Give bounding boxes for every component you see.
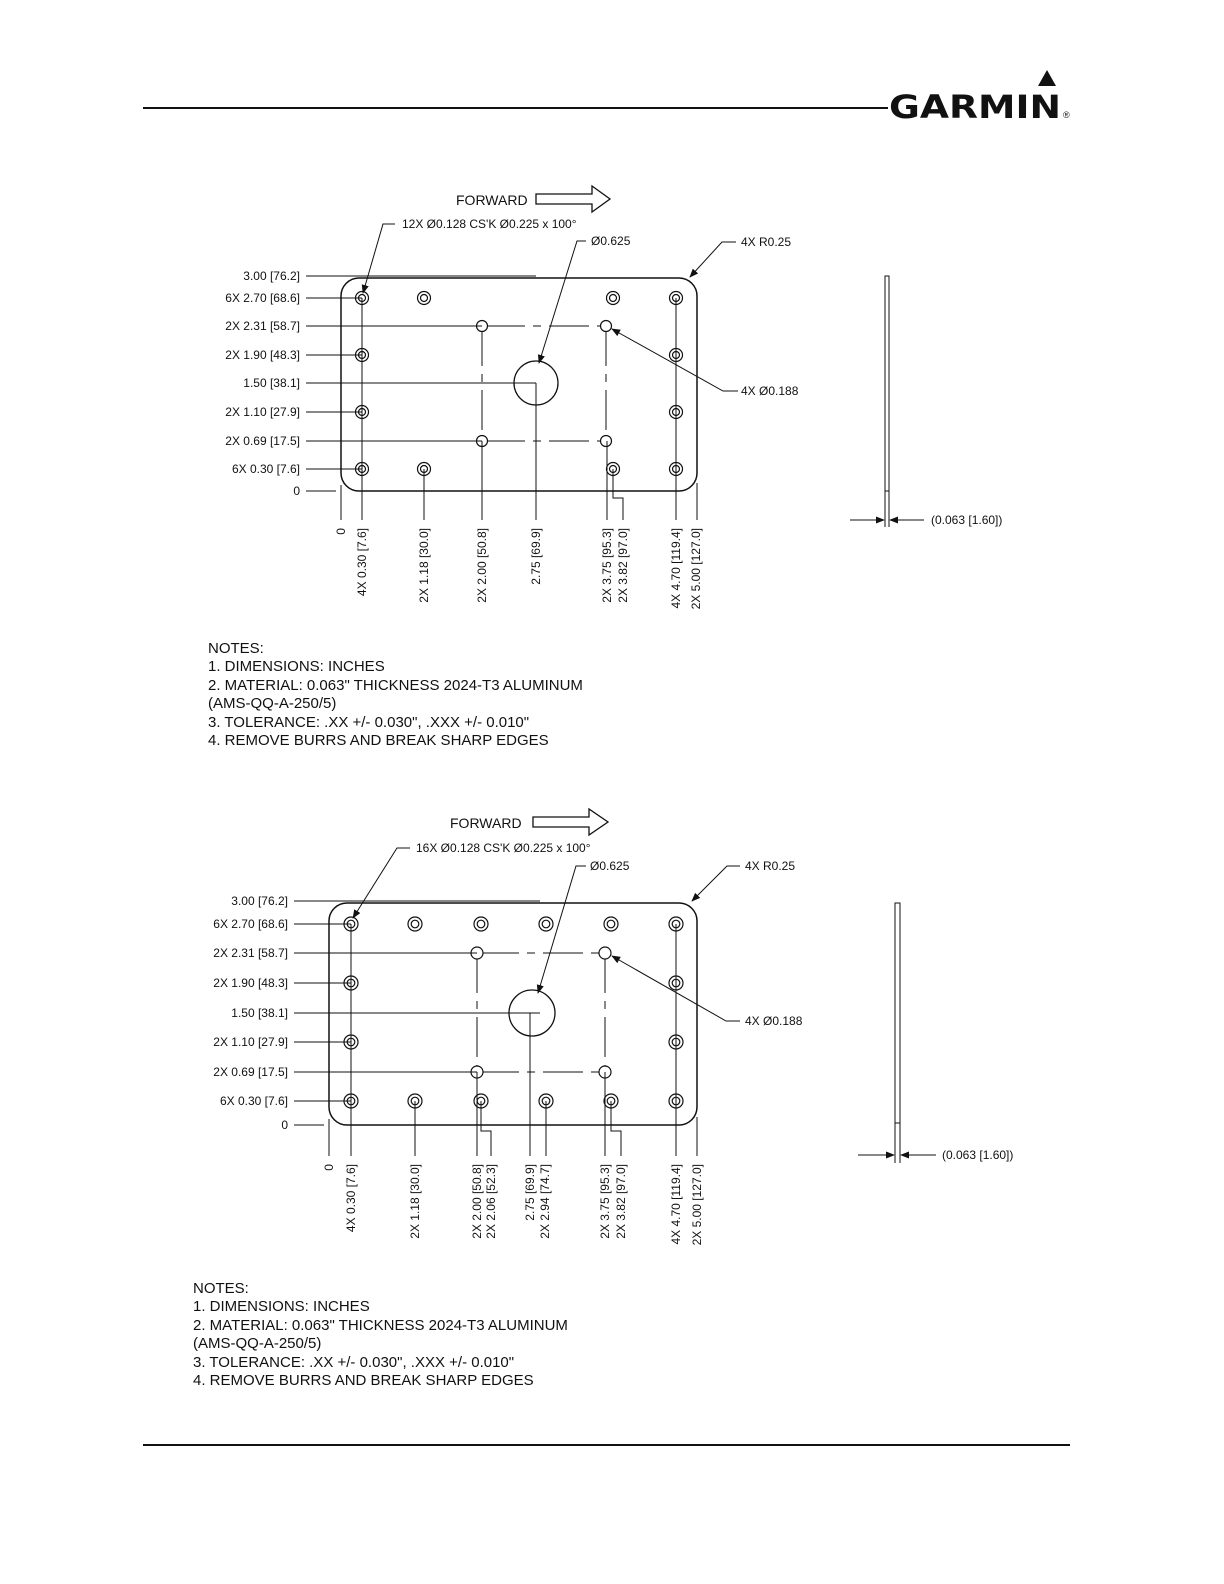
y-dim-label: 2X 2.31 [58.7]: [213, 946, 288, 960]
x-dim-label: 2.75 [69.9]: [529, 528, 543, 585]
center-hole-callout: Ø0.625: [591, 234, 631, 248]
x-dim-label: 2X 1.18 [30.0]: [417, 528, 431, 603]
forward-arrow-icon: [533, 809, 608, 835]
csk-hole: [604, 917, 618, 931]
x-dim-label: 2X 3.75 [95.3]: [598, 1164, 612, 1239]
plate-outline: [329, 903, 697, 1125]
csk-hole: [418, 292, 431, 305]
note-line: 3. TOLERANCE: .XX +/- 0.030", .XXX +/- 0.010": [193, 1353, 515, 1371]
x-dim-label: 2.75 [69.9]: [523, 1164, 537, 1221]
x-dim-label: 0: [334, 528, 348, 535]
radius-leader: [692, 866, 740, 901]
garmin-logo: [889, 70, 1070, 126]
y-dim-label: 6X 2.70 [68.6]: [225, 291, 300, 305]
thickness-callout: (0.063 [1.60]): [931, 513, 1003, 527]
csk-callout: 12X Ø0.128 CS'K Ø0.225 x 100°: [402, 217, 577, 231]
note-line: 2. MATERIAL: 0.063" THICKNESS 2024-T3 ALUMINUM: [193, 1316, 568, 1334]
y-dim-label: 2X 1.10 [27.9]: [213, 1035, 288, 1049]
csk-leader: [363, 224, 395, 293]
y-dim-label: 0: [281, 1118, 288, 1132]
forward-label: FORWARD: [450, 815, 522, 831]
csk-leader: [353, 848, 410, 918]
y-dimension-labels: [213, 894, 288, 1132]
x-dim-label: 2X 2.06 [52.3]: [484, 1164, 498, 1239]
small-hole: [601, 321, 612, 332]
x-dim-label: 2X 5.00 [127.0]: [690, 1164, 704, 1246]
plate-outline: [341, 278, 697, 491]
y-dim-label: 2X 2.31 [58.7]: [225, 319, 300, 333]
forward-arrow-icon: [536, 186, 610, 212]
radius-leader: [690, 242, 736, 277]
note-line: 3. TOLERANCE: .XX +/- 0.030", .XXX +/- 0.010": [208, 713, 530, 731]
small-hole-callout: 4X Ø0.188: [745, 1014, 803, 1028]
center-hole-leader: [539, 241, 586, 363]
y-dim-label: 2X 0.69 [17.5]: [213, 1065, 288, 1079]
x-dim-label: 4X 0.30 [7.6]: [355, 528, 369, 597]
small-hole-callout: 4X Ø0.188: [741, 384, 799, 398]
x-dim-label: 4X 4.70 [119.4]: [669, 528, 683, 609]
x-dim-label: 2X 3.82 [97.0]: [614, 1164, 628, 1239]
note-line: (AMS-QQ-A-250/5): [193, 1335, 322, 1353]
x-dimension-labels: [322, 1164, 704, 1246]
x-dim-label: 2X 1.18 [30.0]: [408, 1164, 422, 1239]
forward-label: FORWARD: [456, 192, 528, 208]
registered-mark: ®: [1063, 110, 1070, 120]
note-line: 1. DIMENSIONS: INCHES: [193, 1298, 370, 1316]
notes-heading: NOTES:: [193, 1280, 249, 1297]
garmin-logo-wordmark: GARMIN: [889, 88, 1061, 126]
y-dim-label: 2X 0.69 [17.5]: [225, 434, 300, 448]
x-dim-label: 2X 2.00 [50.8]: [470, 1164, 484, 1239]
center-hole-callout: Ø0.625: [590, 859, 630, 873]
csk-hole: [607, 292, 620, 305]
garmin-logo-triangle-icon: [1038, 70, 1056, 86]
small-hole: [599, 947, 611, 959]
small-hole-leader: [612, 329, 738, 391]
csk-hole: [539, 917, 553, 931]
x-dim-label: 2X 2.00 [50.8]: [475, 528, 489, 603]
y-dim-label: 1.50 [38.1]: [243, 376, 300, 390]
thickness-callout: (0.063 [1.60]): [942, 1148, 1014, 1162]
y-dim-label: 2X 1.90 [48.3]: [213, 976, 288, 990]
x-dim-label: 0: [322, 1164, 336, 1171]
y-dim-label: 6X 0.30 [7.6]: [219, 1094, 288, 1108]
csk-hole: [408, 917, 422, 931]
side-view-plate: [885, 276, 889, 491]
y-dim-label: 0: [293, 484, 300, 498]
y-dim-label: 2X 1.90 [48.3]: [225, 348, 300, 362]
y-dimension-labels: [225, 269, 300, 498]
note-line: 4. REMOVE BURRS AND BREAK SHARP EDGES: [193, 1372, 534, 1390]
y-dim-label: 3.00 [76.2]: [231, 894, 288, 908]
x-dim-label: 2X 3.82 [97.0]: [616, 528, 630, 603]
note-line: 2. MATERIAL: 0.063" THICKNESS 2024-T3 ALUMINUM: [208, 676, 583, 694]
corner-radius-callout: 4X R0.25: [741, 235, 792, 249]
csk-callout: 16X Ø0.128 CS'K Ø0.225 x 100°: [416, 841, 591, 855]
y-dim-label: 6X 0.30 [7.6]: [231, 462, 300, 476]
side-view: [858, 903, 1013, 1163]
x-dim-label: 2X 2.94 [74.7]: [538, 1164, 552, 1239]
x-dim-label: 2X 3.75 [95.3]: [600, 528, 614, 603]
notes-heading: NOTES:: [208, 640, 264, 657]
y-dimension-lines: [294, 901, 540, 1125]
small-hole: [601, 436, 612, 447]
notes-block-1: [208, 640, 583, 750]
x-dimension-lines: [329, 924, 697, 1156]
x-dim-label: 4X 4.70 [119.4]: [669, 1164, 683, 1245]
y-dim-label: 2X 1.10 [27.9]: [225, 405, 300, 419]
center-hole-leader: [538, 866, 586, 993]
notes-block-2: [193, 1280, 568, 1390]
drawing-2: [213, 809, 1013, 1245]
note-line: 1. DIMENSIONS: INCHES: [208, 658, 385, 676]
note-line: 4. REMOVE BURRS AND BREAK SHARP EDGES: [208, 732, 549, 750]
drawing-1: [225, 186, 1002, 609]
x-dimension-lines: [341, 298, 697, 520]
corner-radius-callout: 4X R0.25: [745, 859, 796, 873]
side-view-plate: [895, 903, 900, 1123]
y-dim-label: 6X 2.70 [68.6]: [213, 917, 288, 931]
y-dim-label: 3.00 [76.2]: [243, 269, 300, 283]
y-dim-label: 1.50 [38.1]: [231, 1006, 288, 1020]
csk-hole: [474, 917, 488, 931]
x-dim-label: 2X 5.00 [127.0]: [689, 528, 703, 610]
note-line: (AMS-QQ-A-250/5): [208, 695, 337, 713]
side-view: [850, 276, 1002, 527]
x-dimension-labels: [334, 528, 703, 610]
x-dim-label: 4X 0.30 [7.6]: [344, 1164, 358, 1233]
